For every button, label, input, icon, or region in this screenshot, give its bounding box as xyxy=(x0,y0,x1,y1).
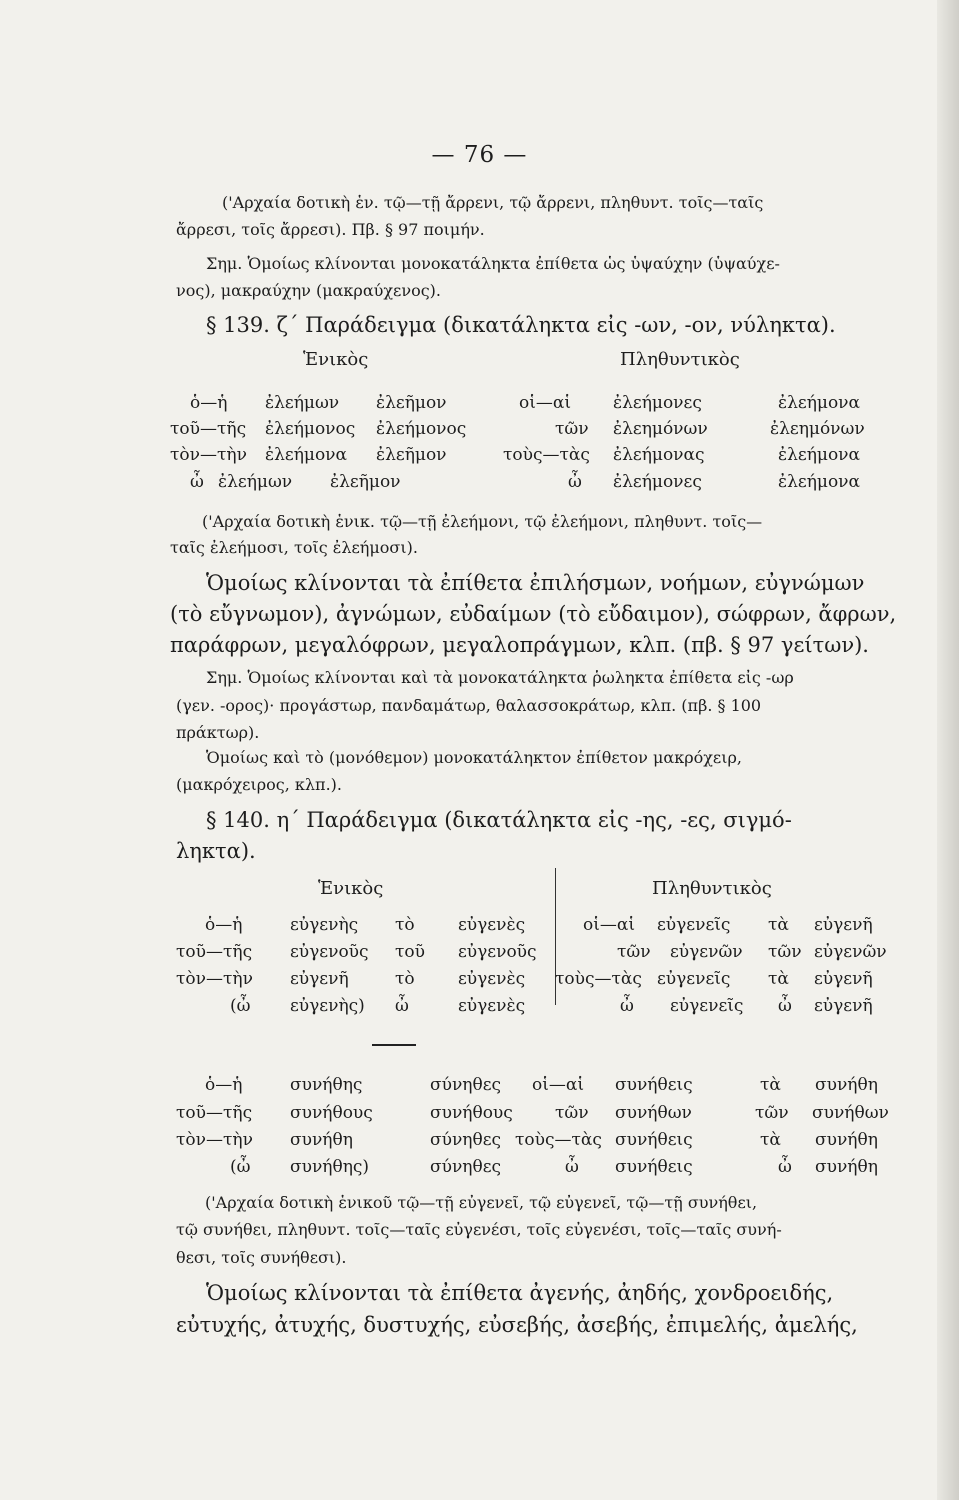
table-cell: συνήθη xyxy=(815,1075,878,1095)
table-cell: εὐγενὴς xyxy=(290,915,359,935)
note-ancient-dative-line: θεσι, τοῖς συνήθεσι). xyxy=(176,1248,347,1267)
table-cell: συνήθων xyxy=(615,1103,692,1123)
table-cell: συνήθων xyxy=(812,1103,889,1123)
table-cell: ἐλεήμονες xyxy=(613,472,702,492)
table-cell: ἐλεήμων xyxy=(265,393,340,413)
table1-plural-header: Πληθυντικὸς xyxy=(620,349,740,370)
table-cell: εὐγενοῦς xyxy=(290,942,369,962)
table-cell: τὰ xyxy=(768,915,789,935)
table-cell: τὸν—τὴν xyxy=(176,1130,253,1150)
table-cell: ἐλεημόνων xyxy=(613,419,708,439)
table-cell: τῶν xyxy=(555,419,589,439)
note-ancient-dative-line: ('Αρχαία δοτικὴ ἑνικοῦ τῷ—τῇ εὐγενεῖ, τῷ εὐγενεῖ, τῷ—τῇ συνήθει, xyxy=(205,1193,758,1212)
remark-line: (μακρόχειρος, κλπ.). xyxy=(176,775,342,794)
table-cell: ἐλεήμονος xyxy=(265,419,356,439)
table-cell: εὐγενὲς xyxy=(458,969,526,989)
table-cell: τὸν—τὴν xyxy=(170,445,247,465)
page-binding-edge xyxy=(937,0,959,1500)
table-cell: οἱ—αἱ xyxy=(583,915,636,935)
remark-line: Ὁμοίως καὶ τὸ (μονόθεμον) μονοκατάληκτον ἐπίθετον μακρόχειρ, xyxy=(206,748,742,767)
page-number: — 76 — xyxy=(431,142,528,168)
table-cell: εὐγενεῖς xyxy=(657,969,731,989)
table-cell: ἐλεῆμον xyxy=(376,445,447,465)
paragraph-line: παράφρων, μεγαλόφρων, μεγαλοπράγμων, κλπ. (πβ. § 97 γείτων). xyxy=(170,633,869,657)
table-cell: ὁ—ἡ xyxy=(205,1075,243,1095)
table-cell: τοῦ xyxy=(395,942,425,962)
table-cell: ὦ xyxy=(395,996,409,1016)
table-cell: συνήθη xyxy=(815,1130,878,1150)
table-cell: εὐγενῆ xyxy=(814,969,873,989)
section-139-heading: § 139. ζ΄ Παράδειγμα (δικατάληκτα εἰς -ων, -ον, νύληκτα). xyxy=(206,313,836,337)
table-cell: τοῦ—τῆς xyxy=(176,1103,253,1123)
table-cell: οἱ—αἱ xyxy=(519,393,572,413)
table-cell: οἱ—αἱ xyxy=(532,1075,585,1095)
table-cell: σύνηθες xyxy=(430,1075,502,1095)
table-cell: τῶν xyxy=(617,942,651,962)
paragraph-line: Ὁμοίως κλίνονται τὰ ἐπίθετα ἀγενής, ἀηδής, χονδροειδής, xyxy=(206,1281,834,1305)
table-cell: ἐλεήμονας xyxy=(613,445,705,465)
table-cell: τοῦ—τῆς xyxy=(176,942,253,962)
table-cell: ἐλεήμονα xyxy=(778,472,860,492)
table1-singular-header: Ἑνικὸς xyxy=(303,349,369,370)
section-140-heading: § 140. η΄ Παράδειγμα (δικατάληκτα εἰς -ης, -ες, σιγμό- xyxy=(206,808,792,832)
table-cell: ἐλεήμων xyxy=(218,472,293,492)
table-cell: τὸ xyxy=(395,969,415,989)
table-cell: τοὺς—τὰς xyxy=(515,1130,602,1150)
table-cell: συνήθους xyxy=(290,1103,373,1123)
table-cell: εὐγενὲς xyxy=(458,996,526,1016)
table2-plural-header: Πληθυντικὸς xyxy=(652,878,772,899)
table-cell: ὦ xyxy=(778,996,792,1016)
table-cell: εὐγενῆ xyxy=(290,969,349,989)
table-cell: συνήθη xyxy=(290,1130,353,1150)
table-cell: σύνηθες xyxy=(430,1130,502,1150)
table-cell: ἐλεημόνων xyxy=(770,419,865,439)
note-ancient-dative-line: τῷ συνήθει, πληθυντ. τοῖς—ταῖς εὐγενέσι, τοῖς εὐγενέσι, τοῖς—ταῖς συνή- xyxy=(176,1220,782,1239)
table-cell: ἐλεήμονες xyxy=(613,393,702,413)
section-140-heading: ληκτα). xyxy=(176,839,256,863)
table-cell: εὐγενῆ xyxy=(814,996,873,1016)
table-cell: (ὦ xyxy=(230,996,251,1016)
table-cell: ὦ xyxy=(565,1157,579,1177)
table-cell: συνήθεις xyxy=(615,1157,693,1177)
table-cell: τῶν xyxy=(555,1103,589,1123)
note-ancient-dative-line: ταῖς ἐλεήμοσι, τοῖς ἐλεήμοσι). xyxy=(170,538,418,557)
table-cell: εὐγενῆ xyxy=(814,915,873,935)
table-cell: ὁ—ἡ xyxy=(190,393,228,413)
note-ancient-dative-line: ('Αρχαία δοτικὴ ἑν. τῷ—τῇ ἄρρενι, τῷ ἄρρενι, πληθυντ. τοῖς—ταῖς xyxy=(222,193,764,212)
table-cell: τῶν xyxy=(755,1103,789,1123)
table-cell: ὦ xyxy=(568,472,582,492)
table-cell: τὰ xyxy=(760,1075,781,1095)
remark-line: Σημ. Ὁμοίως κλίνονται καὶ τὰ μονοκατάληκτα ῥωληκτα ἐπίθετα εἰς -ωρ xyxy=(206,668,794,687)
table-cell: συνήθης xyxy=(290,1075,363,1095)
table-cell: ἐλεήμονα xyxy=(778,393,860,413)
table-cell: τοὺς—τὰς xyxy=(503,445,590,465)
table-cell: τοὺς—τὰς xyxy=(555,969,642,989)
table-cell: (ὦ xyxy=(230,1157,251,1177)
table-cell: ὁ—ἡ xyxy=(205,915,243,935)
table-cell: συνήθης) xyxy=(290,1157,370,1177)
table-cell: ὦ xyxy=(778,1157,792,1177)
note-ancient-dative-line: ('Αρχαία δοτικὴ ἑνικ. τῷ—τῇ ἐλεήμονι, τῷ ἐλεήμονι, πληθυντ. τοῖς— xyxy=(202,512,763,531)
paragraph-line: εὐτυχής, ἀτυχής, δυστυχής, εὐσεβής, ἀσεβής, ἐπιμελής, ἀμελής, xyxy=(176,1313,858,1337)
note-ancient-dative-line: ἄρρεσι, τοῖς ἄρρεσι). Πβ. § 97 ποιμήν. xyxy=(176,220,485,239)
table-cell: ἐλεῆμον xyxy=(376,393,447,413)
table2-singular-header: Ἑνικὸς xyxy=(318,878,384,899)
paragraph-line: (τὸ εὔγνωμον), ἀγνώμων, εὐδαίμων (τὸ εὔδαιμον), σώφρων, ἄφρων, xyxy=(170,602,897,626)
paragraph-line: Ὁμοίως κλίνονται τὰ ἐπίθετα ἐπιλήσμων, νοήμων, εὐγνώμων xyxy=(206,571,865,595)
table-cell: συνήθους xyxy=(430,1103,513,1123)
table-cell: συνήθεις xyxy=(615,1075,693,1095)
table-cell: ἐλεήμονα xyxy=(778,445,860,465)
remark-line: Σημ. Ὁμοίως κλίνονται μονοκατάληκτα ἐπίθετα ὡς ὑψαύχην (ὑψαύχε- xyxy=(206,254,780,273)
table-cell: σύνηθες xyxy=(430,1157,502,1177)
table-cell: τοῦ—τῆς xyxy=(170,419,247,439)
table-cell: εὐγενῶν xyxy=(670,942,743,962)
table-cell: εὐγενεῖς xyxy=(657,915,731,935)
remark-line: πράκτωρ). xyxy=(176,723,260,742)
table-cell: εὐγενῶν xyxy=(814,942,887,962)
table-cell: εὐγενεῖς xyxy=(670,996,744,1016)
table-cell: τῶν xyxy=(768,942,802,962)
table-cell: εὐγενὲς xyxy=(458,915,526,935)
table-cell: ὦ xyxy=(190,472,204,492)
table-cell: τὰ xyxy=(768,969,789,989)
table-cell: εὐγενὴς) xyxy=(290,996,365,1016)
remark-line: νος), μακραύχην (μακραύχενος). xyxy=(176,281,441,300)
table-cell: ὦ xyxy=(620,996,634,1016)
table-cell: τὸν—τὴν xyxy=(176,969,253,989)
table-cell: συνήθη xyxy=(815,1157,878,1177)
table-cell: ἐλεῆμον xyxy=(330,472,401,492)
table-cell: ἐλεήμονα xyxy=(265,445,347,465)
table-cell: τὰ xyxy=(760,1130,781,1150)
remark-line: (γεν. -ορος)· προγάστωρ, πανδαμάτωρ, θαλασσοκράτωρ, κλπ. (πβ. § 100 xyxy=(176,696,762,715)
table-cell: ἐλεήμονος xyxy=(376,419,467,439)
table-cell: τὸ xyxy=(395,915,415,935)
table-cell: συνήθεις xyxy=(615,1130,693,1150)
table-cell: εὐγενοῦς xyxy=(458,942,537,962)
section-separator xyxy=(372,1044,416,1046)
